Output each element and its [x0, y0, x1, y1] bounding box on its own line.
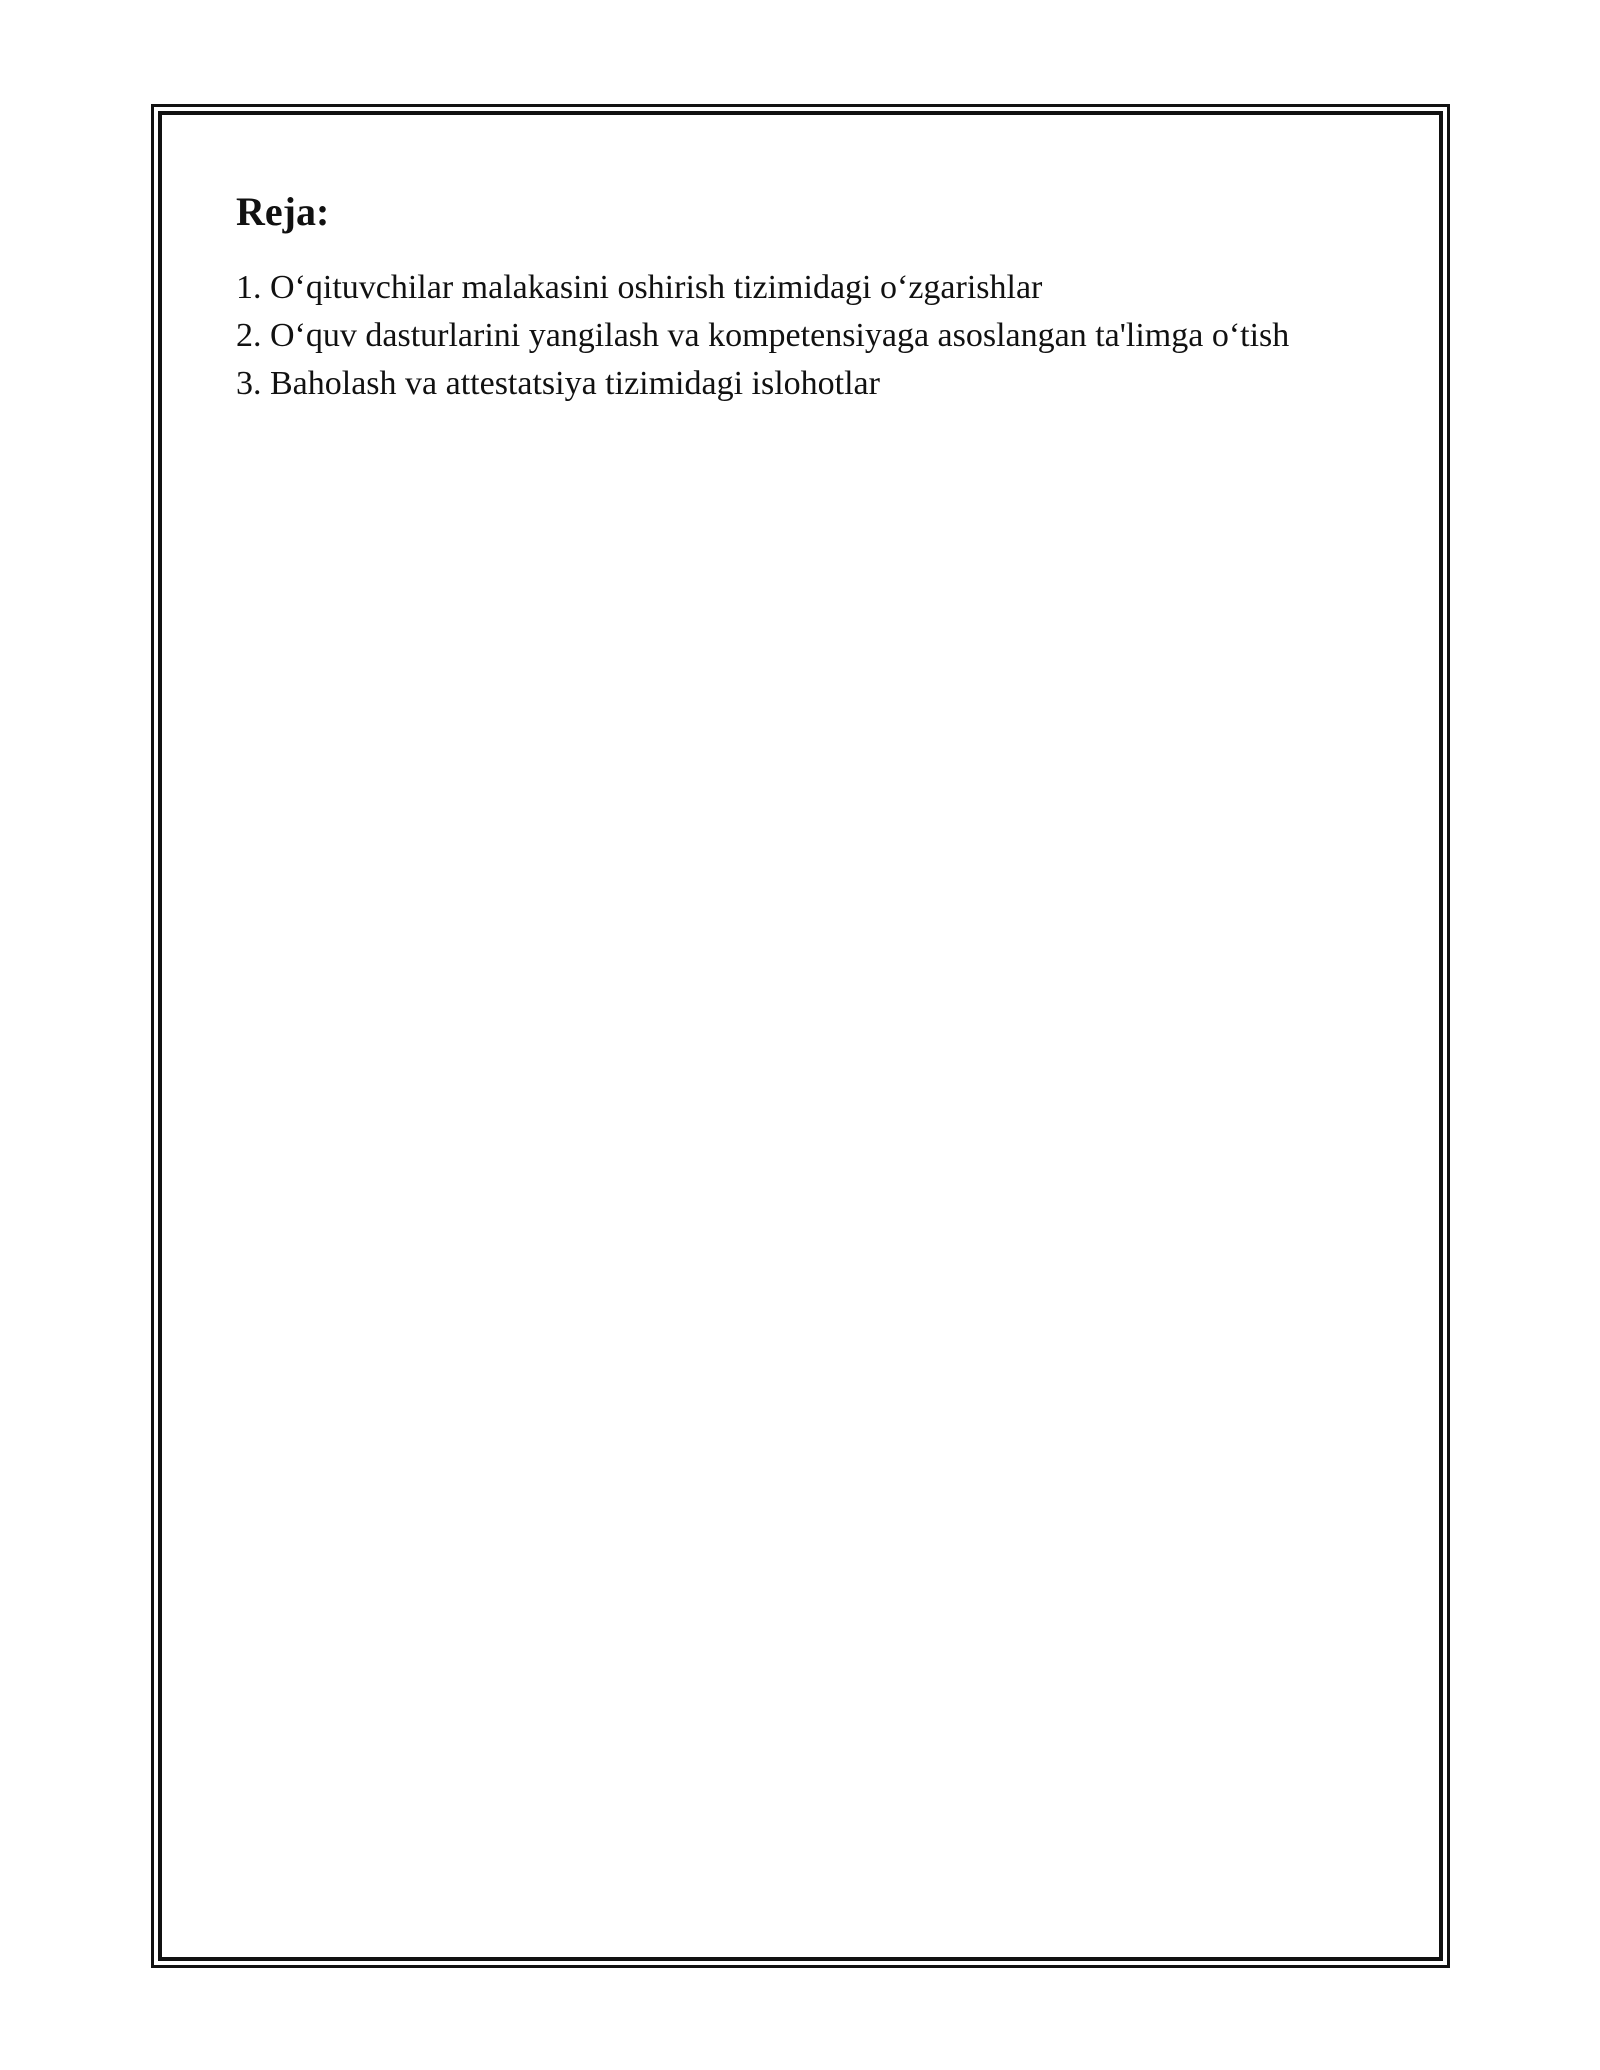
- plan-item-1: 1. O‘qituvchilar malakasini oshirish tizimidagi o‘zgarishlar: [236, 269, 1043, 306]
- plan-item-2: 2. O‘quv dasturlarini yangilash va kompetensiyaga asoslangan ta'limga o‘tish: [236, 317, 1290, 354]
- page-content: [236, 186, 1336, 408]
- plan-list: [236, 264, 1336, 408]
- plan-heading: Reja:: [236, 189, 330, 234]
- plan-item-3: 3. Baholash va attestatsiya tizimidagi islohotlar: [236, 365, 880, 402]
